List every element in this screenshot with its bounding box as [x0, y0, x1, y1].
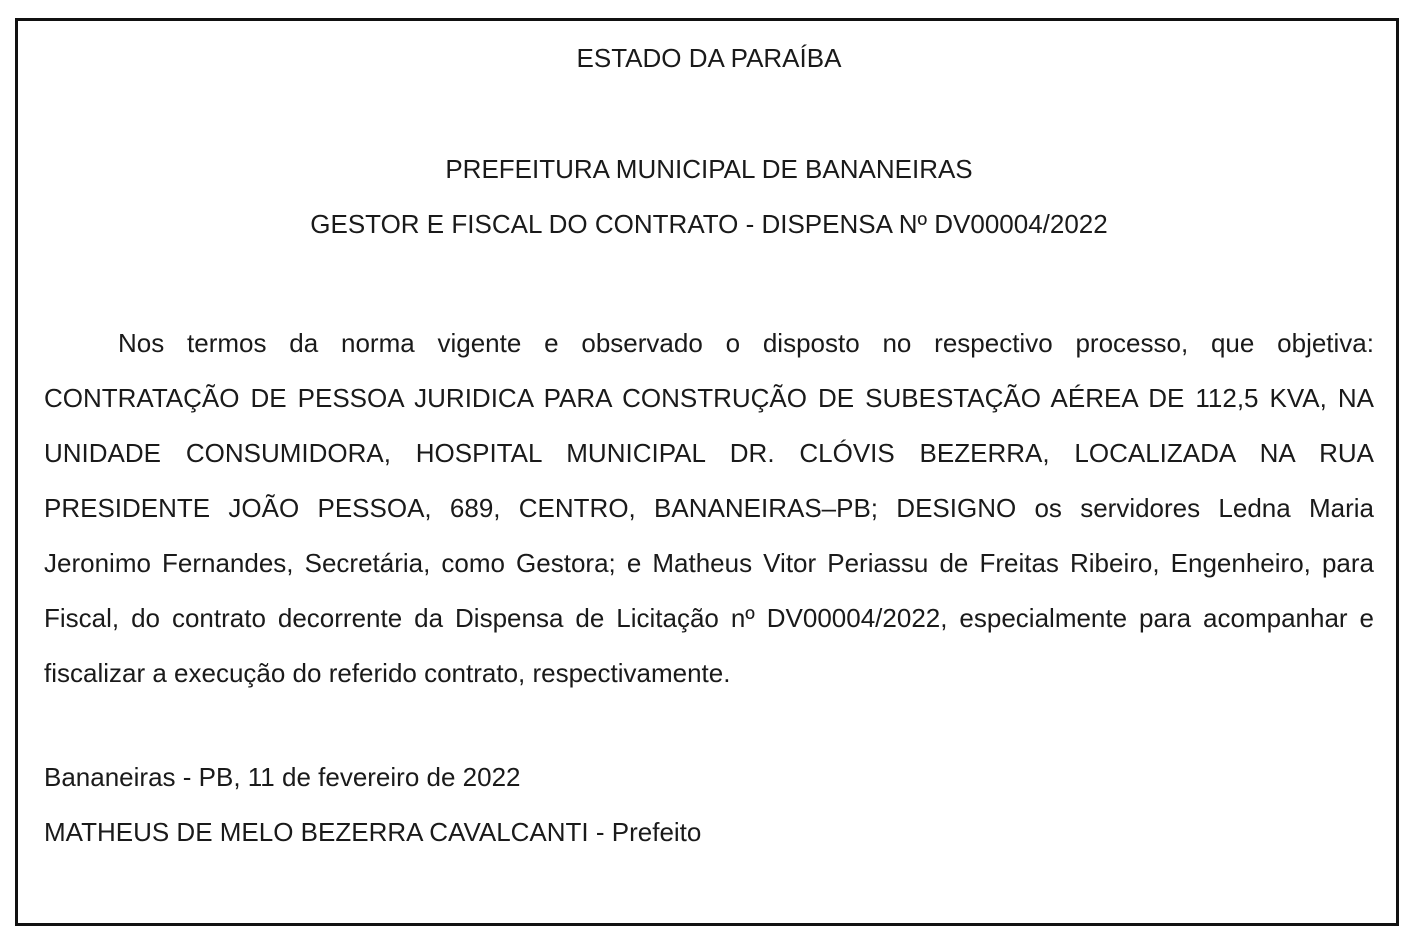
place-date: Bananeiras - PB, 11 de fevereiro de 2022	[44, 762, 521, 792]
signatory: MATHEUS DE MELO BEZERRA CAVALCANTI - Prefeito	[44, 817, 702, 847]
document-subject: GESTOR E FISCAL DO CONTRATO - DISPENSA Nº DV00004/2022	[310, 209, 1108, 239]
state-heading: ESTADO DA PARAÍBA	[576, 43, 842, 73]
designation-paragraph: Nos termos da norma vigente e observado o disposto no respectivo processo, que objetiva: CONTRATAÇÃO DE PESSOA JURIDICA PARA CONSTRUÇÃO DE SUBESTAÇÃO AÉREA DE 112,5 KVA, NA UNIDADE CONSUMIDORA, HOSPITAL MUNICIPAL DR. CLÓVIS BEZERRA, LOCALIZADA NA RUA PRESIDENTE JOÃO PESSOA, 689, CENTRO, BANANEIRAS–PB; DESIGNO os servidores Ledna Maria Jeronimo Fernandes, Secretária, como Gestora; e Matheus Vitor Periassu de Freitas Ribeiro, Engenheiro, para Fiscal, do contrato decorrente da Dispensa de Licitação nº DV00004/2022, especialmente para acompanhar e fiscalizar a execução do referido contrato, respectivamente.	[44, 328, 1374, 688]
municipality-heading: PREFEITURA MUNICIPAL DE BANANEIRAS	[445, 154, 973, 184]
